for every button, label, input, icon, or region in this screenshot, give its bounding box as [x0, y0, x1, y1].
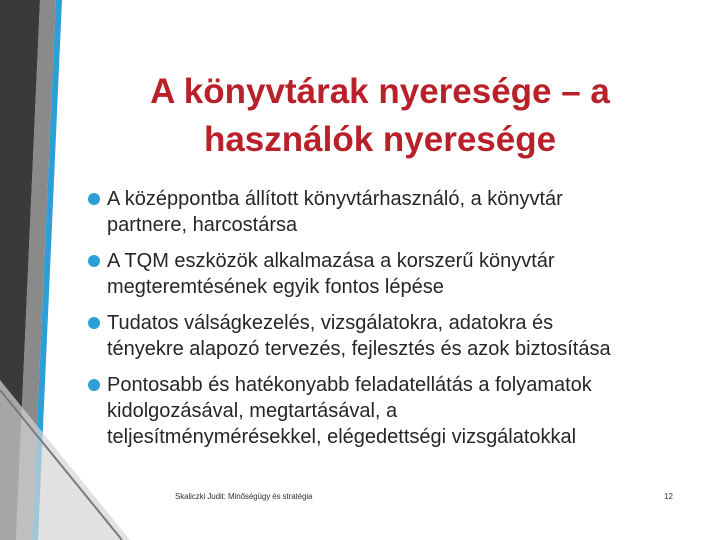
bullet-line: tényekre alapozó tervezés, fejlesztés és azok biztosítása: [107, 338, 611, 360]
bullet-line: kidolgozásával, megtartásával, a: [107, 400, 398, 422]
footer-text: Skaliczki Judit: Minőségügy és stratégia: [175, 492, 313, 501]
bullet-dot-icon: [88, 193, 100, 205]
bullet-line: A középpontba állított könyvtárhasználó, a könyvtár: [107, 188, 563, 210]
bullet-dot-icon: [88, 255, 100, 267]
bullet-item: [82, 310, 682, 362]
bullet-line: megteremtésének egyik fontos lépése: [107, 276, 444, 298]
bullet-item: [82, 186, 682, 238]
bullet-line: A TQM eszközök alkalmazása a korszerű könyvtár: [107, 250, 555, 272]
slide-title: [110, 68, 650, 164]
slide-title-line2: használók nyeresége: [203, 120, 557, 159]
slide-number: 12: [664, 492, 673, 501]
bullet-item: [82, 372, 682, 450]
slide-title-line1: A könyvtárak nyeresége – a: [150, 72, 610, 111]
bullet-dot-icon: [88, 379, 100, 391]
bullet-dot-icon: [88, 317, 100, 329]
bullet-list: [82, 186, 682, 450]
bullet-line: Tudatos válságkezelés, vizsgálatokra, adatokra és: [107, 312, 554, 334]
bullet-line: teljesítménymérésekkel, elégedettségi vizsgálatokkal: [107, 426, 577, 448]
bullet-item: [82, 248, 682, 300]
bullet-line: partnere, harcostársa: [107, 214, 298, 236]
bullet-line: Pontosabb és hatékonyabb feladatellátás a folyamatok: [107, 374, 592, 396]
